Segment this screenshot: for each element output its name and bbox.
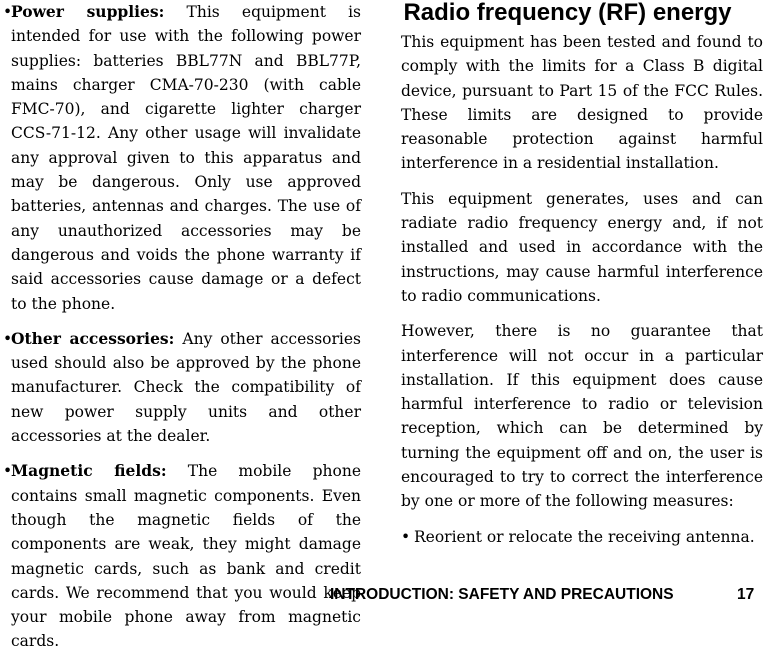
footer-section-title: INTRODUCTION: SAFETY AND PRECAUTIONS xyxy=(330,586,674,603)
bullet-dot: • xyxy=(3,3,13,21)
list-item-text: Reorient or relocate the receiving antenna. xyxy=(414,527,755,546)
bullet-power-supplies xyxy=(3,0,361,316)
paragraph: This equipment has been tested and found to comply with the limits for a Class B digital device, pursuant to Part 15 of the FCC Rules. These limits are designed to provide reasonable protection against harmful interference in a residential installation. xyxy=(401,33,763,173)
bullet-text: The mobile phone contains small magnetic components. Even though the magnetic fields of the components are weak, they might damage magnetic cards, such as bank and credit cards. We recommend that you would keep your mobile phone away from magnetic cards. xyxy=(11,462,361,651)
page-number: 17 xyxy=(737,586,755,603)
bullet-dot: • xyxy=(3,329,13,348)
left-column xyxy=(3,0,361,665)
page-footer xyxy=(330,586,760,604)
bullet-dot: • xyxy=(3,462,13,481)
bullet-label: Other accessories: xyxy=(11,328,175,348)
paragraph: However, there is no guarantee that interference will not occur in a particular installation. If this equipment does cause harmful interference to radio or television reception, which can be determined by turning the equipment off and on, the user is encouraged to try to correct the interference by one or more of the following measures: xyxy=(401,322,763,511)
bullet-magnetic-fields xyxy=(3,459,361,653)
right-column xyxy=(401,0,763,549)
paragraph: This equipment generates, uses and can radiate radio frequency energy and, if not installed and used in accordance with the instructions, may cause harmful interference to radio communications. xyxy=(401,189,763,305)
list-item xyxy=(401,525,763,549)
bullet-label: Magnetic fields: xyxy=(11,461,167,481)
section-title: Radio frequency (RF) energy xyxy=(403,0,732,26)
bullet-dot: • xyxy=(401,527,411,546)
bullet-text: This equipment is intended for use with the following power supplies: batteries BBL77N and BBL77P, mains charger CMA-70-230 (with cable FMC-70), and cigarette lighter charger CCS-71-12. Any other usage will invalidate any approval given to this apparatus and may be dangerous. Only use approved batteries, antennas and charges. The use of any unauthorized accessories may be dangerous and voids the phone warranty if said accessories cause damage or a defect to the phone. xyxy=(11,3,361,313)
bullet-text: Any other accessories used should also be approved by the phone manufacturer. Check the compatibility of new power supply units and other accessories at the dealer. xyxy=(11,329,361,446)
bullet-other-accessories xyxy=(3,327,361,448)
bullet-label: Power supplies: xyxy=(11,2,165,21)
